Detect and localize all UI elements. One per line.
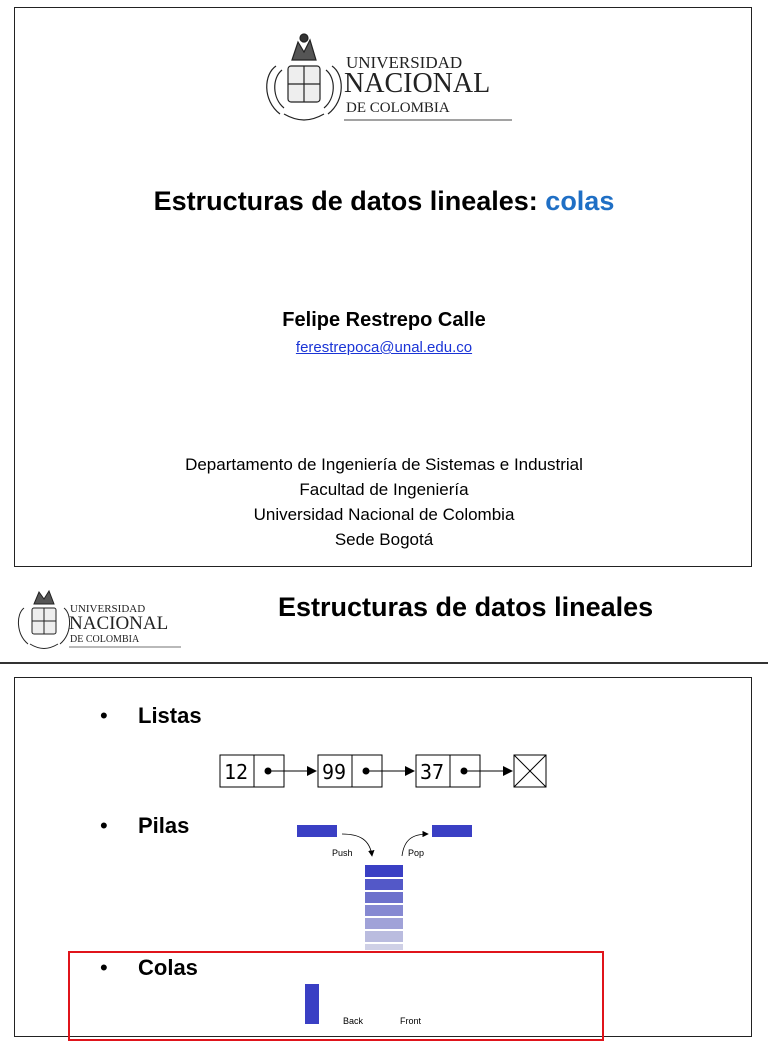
affiliation-university: Universidad Nacional de Colombia xyxy=(253,505,515,524)
bullet-label: Pilas xyxy=(138,813,190,838)
affiliation-department: Departamento de Ingeniería de Sistemas e Industrial xyxy=(185,455,583,474)
node-value: 37 xyxy=(420,760,445,784)
slide-title xyxy=(0,186,768,217)
university-logo xyxy=(258,30,516,126)
logo-line1: UNIVERSIDAD xyxy=(346,53,463,72)
back-label: Back xyxy=(343,1016,364,1024)
push-label: Push xyxy=(332,848,353,858)
bullet-label: Listas xyxy=(138,703,202,728)
slide2-title: Estructuras de datos lineales xyxy=(278,592,654,622)
author-name: Felipe Restrepo Calle xyxy=(282,309,486,331)
bullet-pilas: • Pilas xyxy=(100,813,190,838)
slide-title-main: Estructuras de datos lineales: xyxy=(153,186,546,216)
logo-line3: DE COLOMBIA xyxy=(346,100,450,116)
logo-line3: DE COLOMBIA xyxy=(70,634,140,645)
queue-diagram xyxy=(300,982,440,1024)
pop-element xyxy=(432,825,472,837)
node-value: 12 xyxy=(224,760,249,784)
email-link[interactable]: ferestrepoca@unal.edu.co xyxy=(295,339,473,356)
bullet-label: Colas xyxy=(138,955,198,980)
coat-of-arms-icon xyxy=(267,34,342,120)
linked-list-diagram xyxy=(216,752,552,790)
stack-diagram xyxy=(290,820,480,950)
bullet-listas: • Listas xyxy=(100,703,202,728)
bullet-colas: • Colas xyxy=(100,955,198,980)
null-terminator-icon xyxy=(514,755,546,787)
university-logo-small xyxy=(14,586,184,652)
logo-line2: NACIONAL xyxy=(344,68,491,99)
logo-line1: UNIVERSIDAD xyxy=(70,603,146,615)
author-email xyxy=(0,339,768,356)
affiliation-campus: Sede Bogotá xyxy=(334,530,434,549)
node-value: 99 xyxy=(322,760,347,784)
slide-title-accent: colas xyxy=(545,186,615,216)
front-label: Front xyxy=(400,1016,422,1024)
push-element xyxy=(297,825,337,837)
coat-of-arms-icon xyxy=(18,591,69,649)
logo-line2: NACIONAL xyxy=(69,613,169,634)
pop-label: Pop xyxy=(408,848,425,858)
affiliation-faculty: Facultad de Ingeniería xyxy=(299,480,469,499)
header-divider xyxy=(0,662,768,664)
queue-element xyxy=(305,984,319,1024)
